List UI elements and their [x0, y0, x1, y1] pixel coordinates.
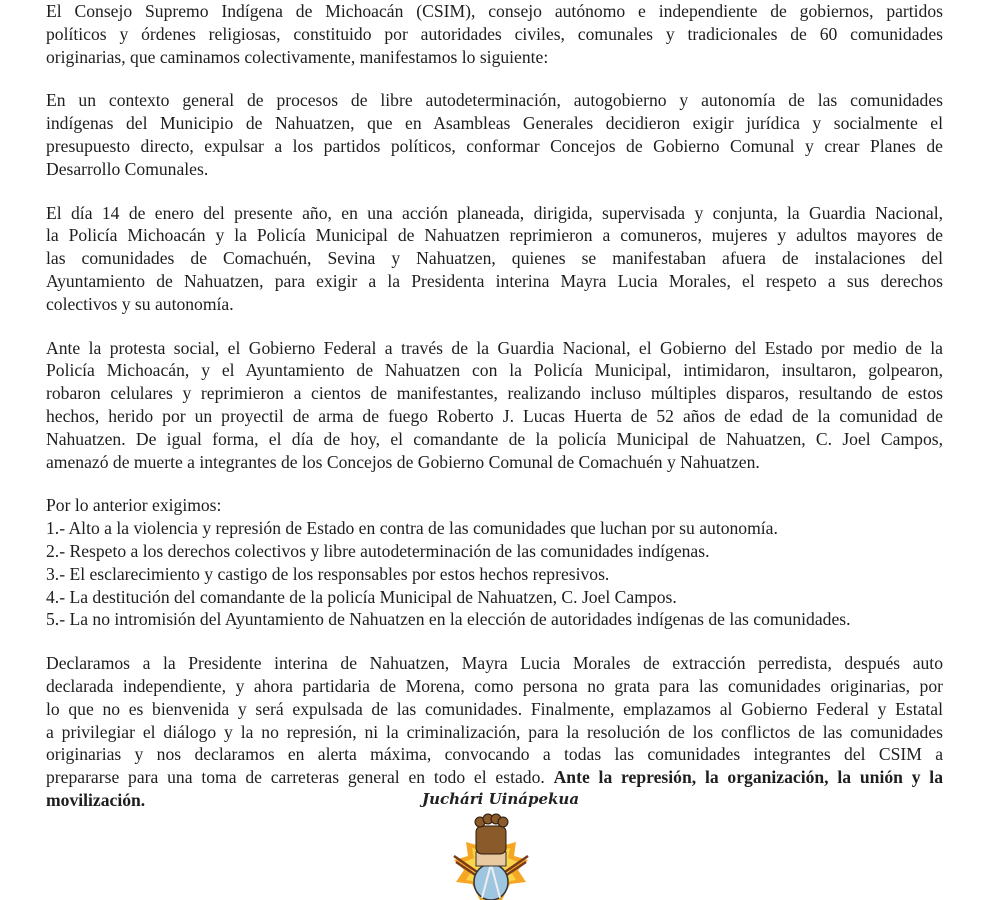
- text-line: lo que no es bienvenida y será expulsada de las comunidades. Finalmente, emplazamos al Gobierno Federal y Estatal: [46, 698, 943, 719]
- closing-bold-text: Ante la represión, la organización, la unión y la: [553, 767, 943, 788]
- text-line: Nahuatzen. De igual forma, el día de hoy, el comandante de la policía Municipal de Nahuatzen, C. Joel Campos,: [46, 428, 943, 449]
- signature-text: Juchári Uinápekua: [422, 789, 580, 808]
- paragraph: [46, 202, 943, 316]
- text-line: Desarrollo Comunales.: [46, 158, 209, 179]
- paragraph: [46, 89, 943, 180]
- text-line: indígenas del Municipio de Nahuatzen, que en Asambleas Generales decidieron exigir jurídica y socialmente el: [46, 113, 943, 134]
- demand-item: 1.- Alto a la violencia y represión de Estado en contra de las comunidades que luchan por su autonomía.: [46, 518, 778, 539]
- text-line: El Consejo Supremo Indígena de Michoacán (CSIM), consejo autónomo e independiente de gobiernos, partidos: [46, 1, 943, 21]
- text-line: hechos, herido por un proyectil de arma de fuego Roberto J. Lucas Huerta de 52 años de edad de la comunidad de: [46, 405, 943, 426]
- text-line: robaron celulares y reprimieron a cientos de manifestantes, realizando incluso múltiples disparos, resultando de estos: [46, 383, 943, 404]
- shield-icon: [474, 864, 508, 900]
- text-line: a privilegiar el diálogo y la no represión, ni la criminalización, para la resolución de los conflictos de las comunidades: [46, 721, 943, 742]
- text-line: En un contexto general de procesos de libre autodeterminación, autogobierno y autonomía de las comunidades: [46, 90, 943, 111]
- text-line: la Policía Michoacán y la Policía Municipal de Nahuatzen reprimieron a comuneros, mujeres y adultos mayores de: [46, 225, 943, 246]
- text-line: El día 14 de enero del presente año, en una acción planeada, dirigida, supervisada y conjunta, la Guardia Nacional,: [46, 202, 943, 223]
- text-line: declarada independiente, y ahora partidaria de Morena, como persona no grata para las comunidades originarias, por: [46, 675, 943, 696]
- text-line: las comunidades de Comachuén, Sevina y Nahuatzen, quienes se manifestaban afuera de instalaciones del: [46, 248, 943, 269]
- final-row: [46, 789, 943, 812]
- text-line: Ayuntamiento de Nahuatzen, para exigir a la Presidenta interina Mayra Lucia Morales, el respeto a sus derechos: [46, 270, 943, 291]
- text-line: presupuesto directo, expulsar a los partidos políticos, conformar Concejos de Gobierno Comunal y crear Planes de: [46, 135, 943, 156]
- demand-item: 3.- El esclarecimiento y castigo de los responsables por estos hechos represivos.: [46, 563, 610, 584]
- document-body: [46, 0, 943, 833]
- demand-item: 5.- La no intromisión del Ayuntamiento de Nahuatzen en la elección de autoridades indígenas de las comunidades.: [46, 609, 851, 630]
- demands-list: [46, 494, 943, 631]
- paragraph: [46, 337, 943, 474]
- demand-item: 2.- Respeto a los derechos colectivos y libre autodeterminación de las comunidades indígenas.: [46, 540, 710, 561]
- demand-item: 4.- La destitución del comandante de la policía Municipal de Nahuatzen, C. Joel Campos.: [46, 586, 677, 607]
- text-line: Declaramos a la Presidente interina de Nahuatzen, Mayra Lucia Morales de extracción perredista, después auto: [46, 653, 943, 674]
- closing-plain-text: prepararse para una toma de carreteras general en todo el estado.: [46, 767, 554, 788]
- paragraph: [46, 0, 943, 68]
- fist-icon: [475, 814, 508, 854]
- text-line: políticos y órdenes religiosas, constituido por autoridades civiles, comunales y tradicionales de 60 comunidades: [46, 23, 943, 44]
- text-line: colectivos y su autonomía.: [46, 293, 234, 314]
- text-line: [46, 766, 943, 789]
- text-line: originarias y nos declaramos en alerta máxima, convocando a todas las comunidades integrantes del CSIM a: [46, 744, 943, 765]
- closing-paragraph: [46, 652, 943, 812]
- text-line: Policía Michoacán, y el Ayuntamiento de Nahuatzen con la Policía Municipal, intimidaron, insultaron, golpearon,: [46, 360, 943, 381]
- closing-final-word: movilización.: [46, 789, 146, 810]
- text-line: Ante la protesta social, el Gobierno Federal a través de la Guardia Nacional, el Gobierno del Estado por medio de la: [46, 337, 943, 358]
- demands-intro: Por lo anterior exigimos:: [46, 495, 222, 516]
- text-line: amenazó de muerte a integrantes de los Concejos de Gobierno Comunal de Comachuén y Nahuatzen.: [46, 451, 760, 472]
- csim-emblem-logo: [432, 812, 550, 900]
- text-line: originarias, que caminamos colectivamente, manifestamos lo siguiente:: [46, 46, 549, 67]
